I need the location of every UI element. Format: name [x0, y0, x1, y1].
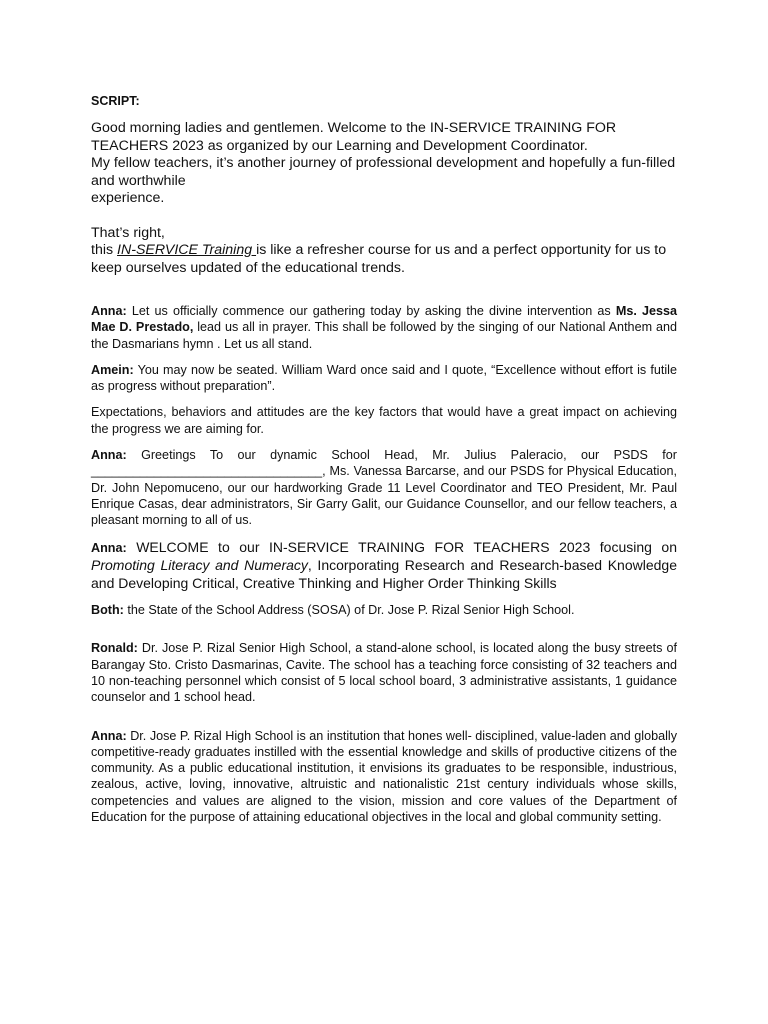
intro-thats-right: That’s right, — [91, 224, 165, 241]
paragraph-text: Let us officially commence our gathering today by asking the divine intervention as — [126, 304, 616, 318]
paragraph-text: Dr. Jose P. Rizal Senior High School, a stand-alone school, is located along the busy streets of Barangay Sto. Cristo Dasmarinas, Cavite. The school has a teaching force consisting of 32 teachers and 10 non-teaching personnel which consist of 5 local school board, 3 administrative assistants, 1 guidance counselor and 1 school head. — [91, 641, 677, 705]
speaker-label: Anna: — [91, 728, 127, 743]
intro-fellow-teachers: My fellow teachers, it’s another journey of professional development and hopefully a fun-filled and worthwhile — [91, 155, 676, 189]
speaker-label: Amein: — [91, 362, 134, 377]
paragraph-anna-welcome — [91, 539, 677, 593]
paragraph-text: You may now be seated. William Ward once said and I quote, “Excellence without effort is futile as progress without preparation”. — [91, 362, 677, 394]
speaker-label: Anna: — [91, 304, 127, 318]
intro-welcome: Good morning ladies and gentlemen. Welcome to the IN-SERVICE TRAINING FOR TEACHERS 2023 as organized by our Learning and Development Coordinator. — [91, 120, 617, 154]
literacy-numeracy-focus: Promoting Literacy and Numeracy — [91, 557, 308, 574]
paragraph-anna-prayer — [91, 303, 677, 352]
speaker-label: Ronald: — [91, 641, 138, 656]
intro-refresher-text: is like a refresher course for us and a perfect opportunity for us to keep ourselves updated of the educational trends. — [91, 242, 667, 276]
speaker-label: Both: — [91, 603, 124, 618]
paragraph-anna-vision — [91, 728, 677, 826]
paragraph-expectations: Expectations, behaviors and attitudes are the key factors that would have a great impact on achieving the progress we are aiming for. — [91, 405, 677, 436]
speaker-label: Anna: — [91, 540, 127, 555]
speaker-label: Anna: — [91, 448, 127, 463]
paragraph-amein-quote — [91, 362, 677, 395]
paragraph-text: WELCOME to our IN-SERVICE TRAINING FOR TEACHERS 2023 focusing on — [126, 538, 677, 555]
intro-block — [91, 120, 677, 277]
paragraph-text: the State of the School Address (SOSA) of Dr. Jose P. Rizal Senior High School. — [123, 603, 575, 618]
script-heading: SCRIPT: — [91, 94, 140, 108]
in-service-training-term: IN-SERVICE Training — [117, 242, 257, 258]
intro-refresher — [91, 242, 677, 277]
intro-this: this — [91, 242, 118, 258]
paragraph-text: , Incorporating Research and Research-based Knowledge and Developing Critical, Creative Thinking and Higher Order Thinking Skills — [91, 557, 677, 591]
intro-experience: experience. — [91, 190, 165, 206]
prayer-leader-name: Ms. Jessa Mae D. Prestado, — [91, 304, 678, 335]
paragraph-both-sosa — [91, 602, 677, 618]
paragraph-ronald-school-profile — [91, 640, 677, 705]
paragraph-text: lead us all in prayer. This shall be followed by the singing of our National Anthem and the Dasmarians hymn . Let us all stand. — [91, 320, 677, 351]
paragraph-anna-greetings — [91, 447, 677, 528]
paragraph-text: Dr. Jose P. Rizal High School is an institution that hones well- disciplined, value-laden and globally competitive-ready graduates instilled with the essential knowledge and skills of productive citizens of the community. As a public educational institution, it envisions its graduates to be responsible, industrious, zealous, active, loving, innovative, altruistic and nationalistic 21st century individuals whose skills, competencies and values are aligned to the vision, mission and core values of the Department of Education for the purpose of attaining educational objectives in the local and global community setting. — [91, 728, 677, 825]
paragraph-text: Greetings To our dynamic School Head, Mr. Julius Paleracio, our PSDS for _________________________________, Ms. Vanessa Barcarse, and our PSDS for Physical Education, Dr. John Nepomuceno, our our hardworking Grade 11 Level Coordinator and TEO President, Mr. Paul Enrique Casas, dear administrators, Sir Garry Galit, our Guidance Counsellor, and our fellow teachers, a pleasant morning to all of us. — [91, 448, 677, 528]
